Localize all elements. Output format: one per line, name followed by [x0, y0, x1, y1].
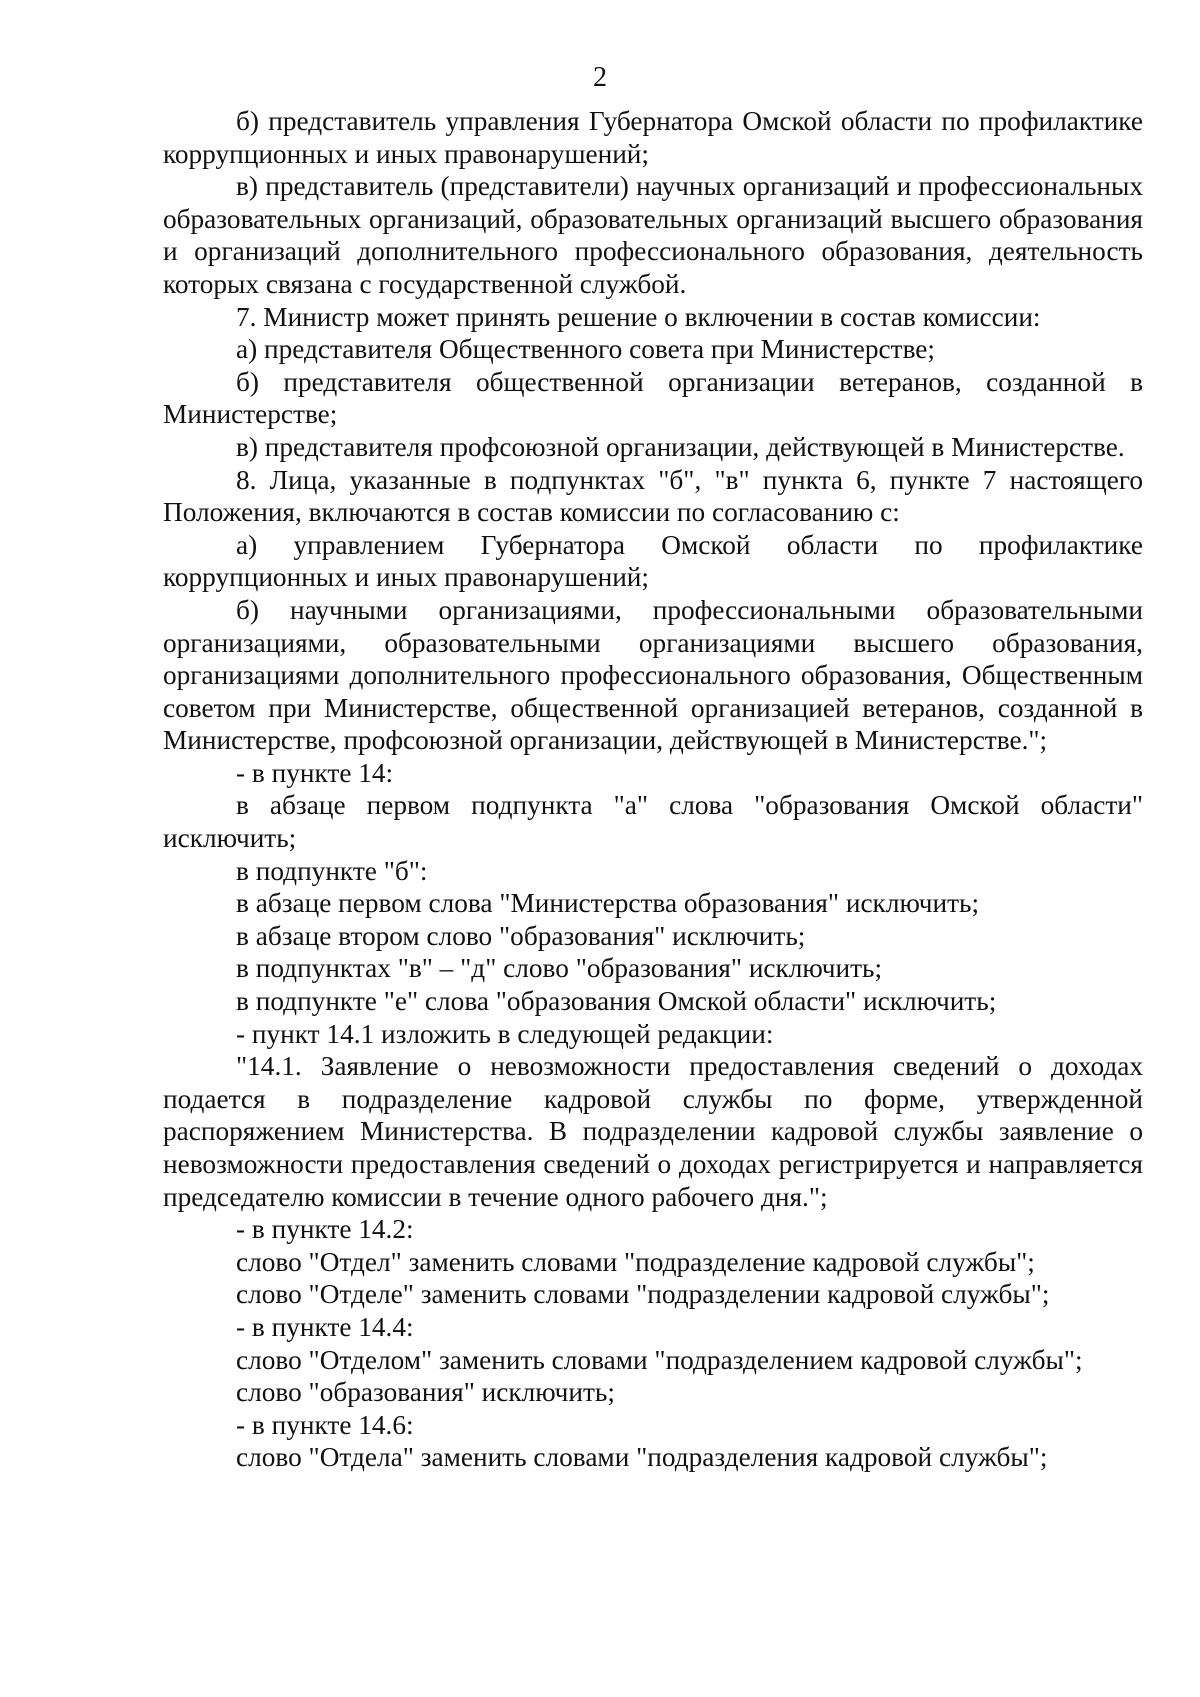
paragraph-8b: б) научными организациями, профессиональными образовательными организациями, образовательными организациями высшего образования, организациями дополнительного профессионального образования, Общественным советом при Министерстве, общественной организацией ветеранов, созданной в Министерстве, профсоюзной организации, действующей в Министерстве."; — [163, 594, 1143, 756]
amendment-item-14: - в пункте 14: — [236, 757, 394, 788]
paragraph-7b: б) представителя общественной организации ветеранов, созданной в Министерстве; — [163, 366, 1143, 430]
paragraph-8: 8. Лица, указанные в подпунктах "б", "в" пункта 6, пункте 7 настоящего Положения, включаются в состав комиссии по согласованию с: — [163, 464, 1143, 528]
paragraph-6b: б) представитель управления Губернатора Омской области по профилактике коррупционных и иных правонарушений; — [163, 106, 1143, 169]
amendment-line: слово "образования" исключить; — [236, 1377, 615, 1408]
paragraph-6v: в) представитель (представители) научных организаций и профессиональных образовательных организаций, образовательных организаций высшего образования и организаций дополнительного профессионального образования, деятельность которых связана с государственной службой. — [163, 171, 1143, 299]
document-body — [163, 105, 1143, 1474]
amendment-line: в подпункте "б": — [236, 855, 428, 886]
amendment-line: в подпунктах "в" – "д" слово "образования" исключить; — [236, 953, 883, 984]
amendment-line: в абзаце втором слово "образования" исключить; — [236, 920, 806, 951]
amendment-line: в подпункте "е" слова "образования Омской области" исключить; — [236, 986, 997, 1017]
page-number: 2 — [593, 62, 607, 93]
amendment-line: слово "Отделом" заменить словами "подразделением кадровой службы"; — [236, 1344, 1083, 1375]
amendment-item-14-6: - в пункте 14.6: — [236, 1409, 414, 1440]
amendment-line: слово "Отдел" заменить словами "подразделение кадровой службы"; — [236, 1246, 1035, 1277]
amendment-line: в абзаце первом подпункта "а" слова "образования Омской области" исключить; — [163, 790, 1143, 854]
amendment-item-14-2: - в пункте 14.2: — [236, 1214, 414, 1245]
paragraph-7v: в) представителя профсоюзной организации, действующей в Министерстве. — [236, 431, 1125, 462]
paragraph-8a: а) управлением Губернатора Омской области по профилактике коррупционных и иных правонарушений; — [163, 529, 1143, 593]
paragraph-7a: а) представителя Общественного совета при Министерстве; — [236, 334, 936, 365]
amendment-line: слово "Отдела" заменить словами "подразделения кадровой службы"; — [236, 1442, 1048, 1473]
amendment-item-14-1: - пункт 14.1 изложить в следующей редакции: — [236, 1018, 774, 1049]
quoted-paragraph-14-1: "14.1. Заявление о невозможности предоставления сведений о доходах подается в подразделение кадровой службы по форме, утвержденной распоряжением Министерства. В подразделении кадровой службы заявление о невозможности предоставления сведений о доходах регистрируется и направляется председателю комиссии в течение одного рабочего дня."; — [163, 1051, 1143, 1212]
paragraph-7: 7. Министр может принять решение о включении в состав комиссии: — [236, 301, 1041, 332]
amendment-item-14-4: - в пункте 14.4: — [236, 1311, 414, 1342]
amendment-line: слово "Отделе" заменить словами "подразделении кадровой службы"; — [236, 1279, 1050, 1310]
amendment-line: в абзаце первом слова "Министерства образования" исключить; — [236, 888, 980, 919]
